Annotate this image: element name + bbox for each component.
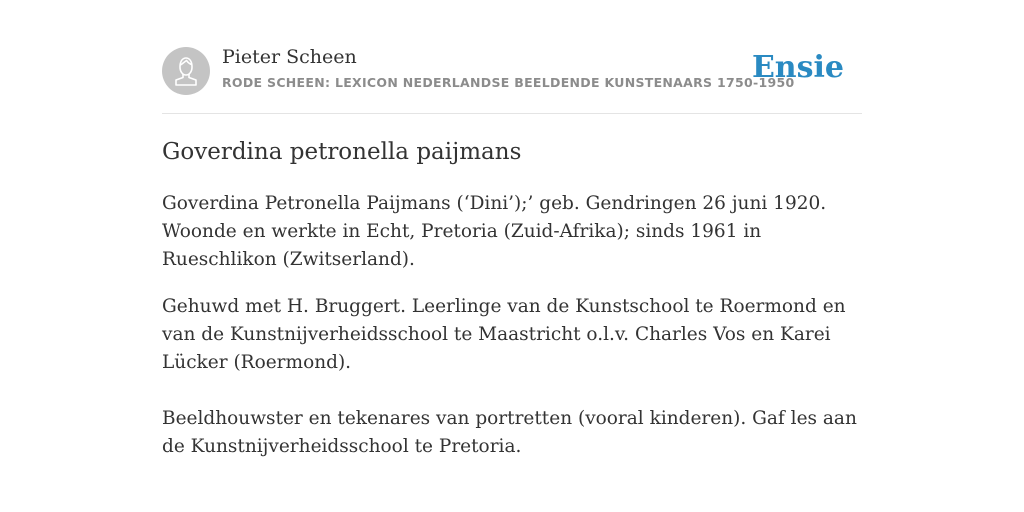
article-paragraph-3: Beeldhouwster en tekenares van portretten (vooral kinderen). Gaf les aan de Kunstnijverheidsschool te Pretoria. xyxy=(162,408,857,457)
article-paragraph-1: Goverdina Petronella Paijmans (‘Dini’);’ geb. Gendringen 26 juni 1920. Woonde en werkte in Echt, Pretoria (Zuid-Afrika); sinds 1961 in Rueschlikon (Zwitserland). xyxy=(162,193,827,270)
article-header xyxy=(162,46,862,96)
author-name-link[interactable]: Pieter Scheen xyxy=(222,46,357,68)
article-title: Goverdina petronella paijmans xyxy=(162,139,522,165)
user-icon xyxy=(162,47,210,95)
author-avatar[interactable] xyxy=(162,47,210,95)
source-title-link[interactable]: RODE SCHEEN: LEXICON NEDERLANDSE BEELDENDE KUNSTENAARS 1750-1950 xyxy=(222,75,795,90)
ensie-logo[interactable]: Ensie xyxy=(751,50,844,85)
article-paragraph-2: Gehuwd met H. Bruggert. Leerlinge van de Kunstschool te Roermond en van de Kunstnijverheidsschool te Maastricht o.l.v. Charles Vos en Karei Lücker (Roermond). xyxy=(162,296,846,373)
header-divider xyxy=(162,113,862,114)
